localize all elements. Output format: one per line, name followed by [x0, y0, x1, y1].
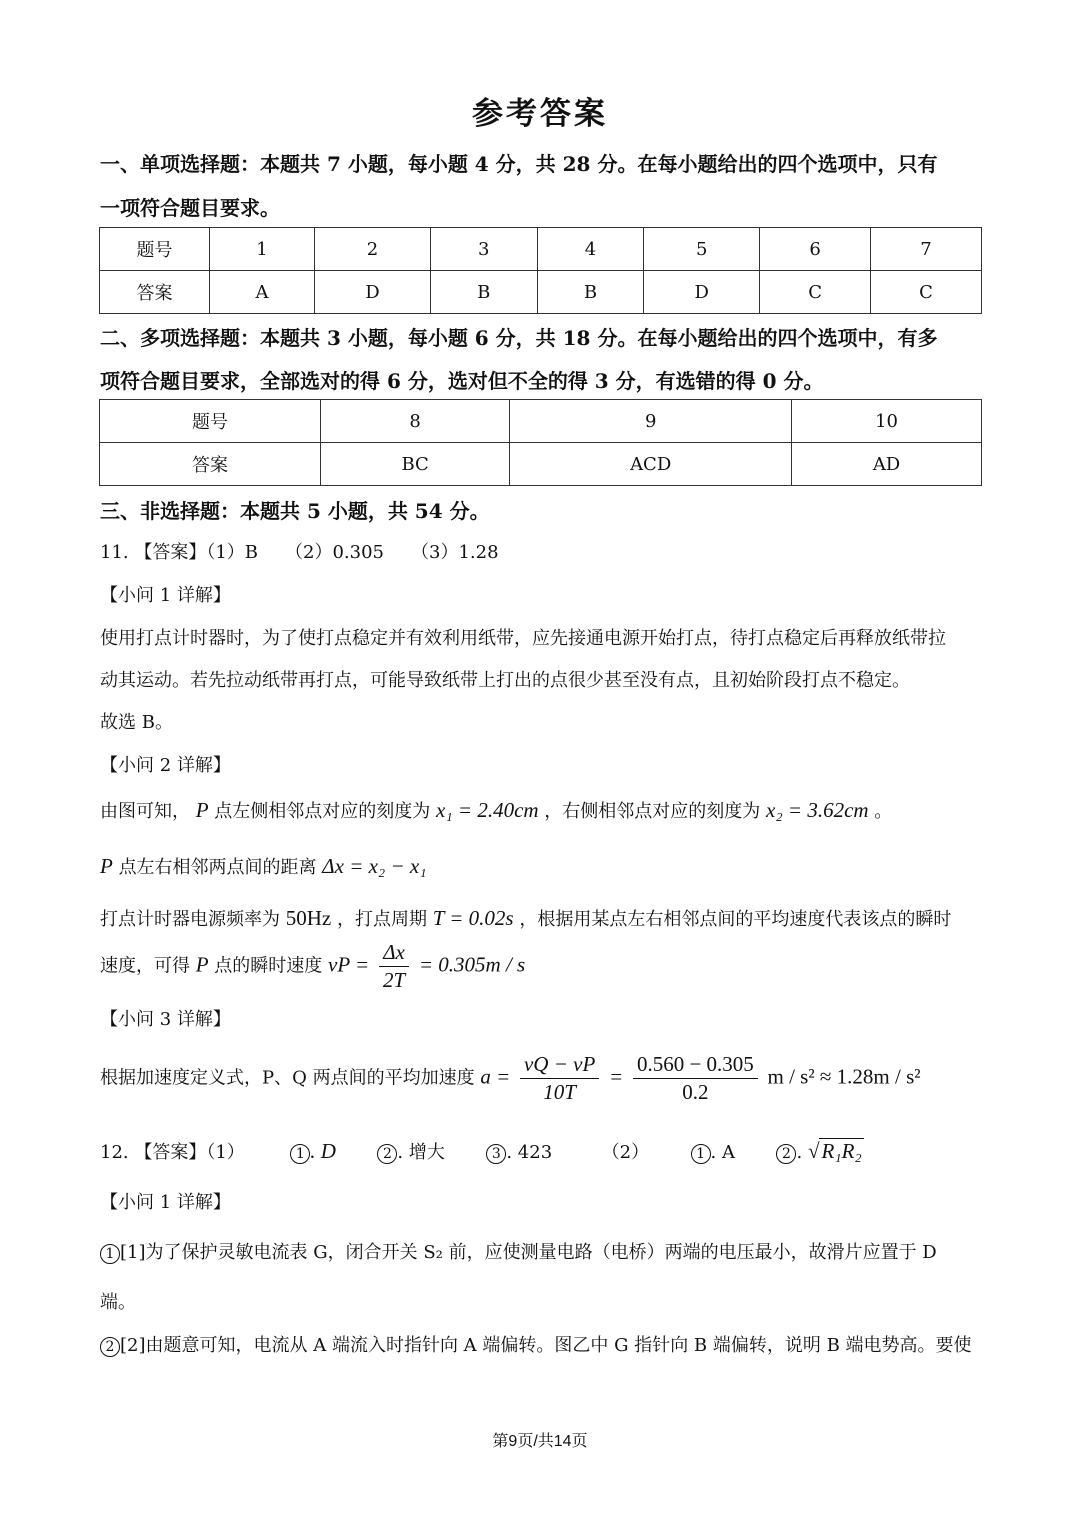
q12-sub1-title: 【小问 1 详解】 — [100, 1192, 231, 1213]
table-cell: C — [760, 271, 871, 314]
fraction — [633, 1052, 758, 1105]
math-expression: a = — [480, 1064, 511, 1089]
answer-value: . — [796, 1142, 803, 1163]
math-var: P — [100, 854, 113, 878]
table-row — [100, 400, 982, 443]
table-row — [100, 271, 982, 314]
math-expression: vP = — [328, 952, 370, 977]
answer-value: . D — [310, 1139, 336, 1163]
fraction — [379, 940, 409, 993]
text: ，根据用某点左右相邻点间的平均速度代表该点的瞬时 — [519, 909, 952, 930]
table-cell: D — [644, 271, 760, 314]
table-cell: 3 — [430, 228, 537, 271]
table-cell: C — [871, 271, 982, 314]
circled-number: 2 — [100, 1337, 120, 1357]
table-cell: D — [315, 271, 431, 314]
table-cell: BC — [321, 443, 510, 486]
table-cell: B — [430, 271, 537, 314]
math-expression: x₁ = 2.40cm — [436, 798, 539, 822]
table-cell: 1 — [210, 228, 315, 271]
q11-sub2-line2 — [100, 853, 427, 879]
table-row — [100, 443, 982, 486]
section1-heading-line2: 一项符合题目要求。 — [100, 196, 280, 220]
circled-number: 1 — [100, 1244, 120, 1264]
math-expression: = 0.305m / s — [418, 952, 526, 977]
q12-paragraph-2 — [100, 1331, 972, 1357]
table-cell: A — [210, 271, 315, 314]
fraction-denominator: 10T — [543, 1080, 576, 1104]
answer-value: . 增大 — [397, 1142, 445, 1163]
text: 点左侧相邻点对应的刻度为 — [214, 801, 431, 822]
page-number-footer: 第9页/共14页 — [492, 1433, 588, 1450]
circled-number: 2 — [776, 1144, 796, 1164]
table-row — [100, 228, 982, 271]
q11-sub1-paragraph-2: 动其运动。若先拉动纸带再打点，可能导致纸带上打出的点很少甚至没有点，且初始阶段打点不稳定。 — [100, 670, 910, 691]
section3-heading: 三、非选择题：本题共 5 小题，共 54 分。 — [100, 499, 490, 523]
page-title: 参考答案 — [472, 96, 608, 132]
q11-sub2-line3 — [100, 905, 951, 931]
table-cell: 6 — [760, 228, 871, 271]
table-cell: ACD — [510, 443, 792, 486]
text: （2） — [601, 1142, 650, 1163]
text: ，打点周期 — [336, 909, 427, 930]
table-cell: AD — [792, 443, 982, 486]
math-var: P — [195, 952, 209, 977]
q11-sub2-line1 — [100, 797, 892, 823]
fraction-numerator: vQ − vP — [520, 1052, 599, 1079]
fraction-numerator: Δx — [379, 940, 409, 967]
q11-sub1-paragraph-3: 故选 B。 — [100, 712, 173, 733]
math-expression: = — [609, 1064, 624, 1089]
q11-sub3-title: 【小问 3 详解】 — [100, 1009, 231, 1030]
q11-sub1-title: 【小问 1 详解】 — [100, 585, 231, 606]
table-cell: 10 — [792, 400, 982, 443]
fraction-denominator: 2T — [382, 968, 406, 992]
table-cell: 5 — [644, 228, 760, 271]
single-choice-answer-table — [99, 227, 982, 314]
text: 12. 【答案】（1） — [100, 1142, 245, 1163]
math-expression: T = 0.02s — [432, 906, 514, 930]
section2-heading-line1: 二、多项选择题：本题共 3 小题，每小题 6 分，共 18 分。在每小题给出的四个选项中，有多 — [100, 326, 938, 350]
section2-heading-line2: 项符合题目要求，全部选对的得 6 分，选对但不全的得 3 分，有选错的得 0 分。 — [100, 369, 824, 393]
fraction-numerator: 0.560 − 0.305 — [633, 1052, 758, 1079]
table-cell: 4 — [537, 228, 644, 271]
q12-paragraph-1-end: 端。 — [100, 1292, 136, 1313]
math-expression: m / s² ≈ 1.28m / s² — [767, 1064, 921, 1089]
table-cell: B — [537, 271, 644, 314]
fraction — [520, 1052, 599, 1105]
text: ，右侧相邻点对应的刻度为 — [544, 801, 761, 822]
text: 。 — [874, 801, 893, 822]
table-answer-label: 答案 — [100, 443, 321, 486]
circled-number: 1 — [290, 1144, 310, 1164]
text: 速度，可得 — [100, 955, 190, 977]
section1-heading-line1: 一、单项选择题：本题共 7 小题，每小题 4 分，共 28 分。在每小题给出的四个选项中，只有 — [100, 152, 938, 176]
text: 根据加速度定义式，P、Q 两点间的平均加速度 — [100, 1067, 475, 1089]
circled-number: 2 — [377, 1144, 397, 1164]
math-var: P — [195, 798, 209, 822]
text: [2]由题意可知，电流从 A 端流入时指针向 A 端偏转。图乙中 G 指针向 B 端偏转，说明 B 端电势高。要使 — [120, 1335, 972, 1356]
q11-sub2-line4 — [100, 940, 525, 993]
text: 打点计时器电源频率为 — [100, 909, 280, 930]
table-header-label: 题号 — [100, 228, 210, 271]
table-cell: 2 — [315, 228, 431, 271]
q11-sub1-paragraph-1: 使用打点计时器时，为了使打点稳定并有效利用纸带，应先接通电源开始打点，待打点稳定后再释放纸带拉 — [100, 628, 946, 649]
text: 由图可知， — [100, 801, 190, 822]
sqrt-expression: R₁R₂ — [821, 1139, 862, 1163]
q12-answer-line — [100, 1138, 864, 1164]
math-expression: x₂ = 3.62cm — [766, 798, 869, 822]
text: 点左右相邻两点间的距离 — [118, 857, 317, 878]
table-cell: 9 — [510, 400, 792, 443]
q11-answer-line: 11. 【答案】（1）B （2）0.305 （3）1.28 — [100, 542, 499, 563]
answer-value: . 423 — [506, 1142, 553, 1163]
q11-sub3-line — [100, 1052, 921, 1105]
table-header-label: 题号 — [100, 400, 321, 443]
fraction-denominator: 0.2 — [682, 1080, 709, 1104]
table-cell: 7 — [871, 228, 982, 271]
answer-value: . A — [710, 1142, 735, 1163]
q12-paragraph-1 — [100, 1238, 937, 1264]
circled-number: 1 — [691, 1144, 711, 1164]
math-expression: Δx = x₂ − x₁ — [322, 854, 427, 878]
text: [1]为了保护灵敏电流表 G，闭合开关 S₂ 前，应使测量电路（电桥）两端的电压最小，故滑片应置于 D — [120, 1242, 937, 1263]
table-cell: 8 — [321, 400, 510, 443]
multi-choice-answer-table — [99, 399, 982, 486]
circled-number: 3 — [486, 1144, 506, 1164]
math-expression: 50Hz — [285, 906, 332, 930]
text: 点的瞬时速度 — [214, 955, 323, 977]
sqrt-symbol: √ — [807, 1139, 820, 1163]
q11-sub2-title: 【小问 2 详解】 — [100, 755, 231, 776]
table-answer-label: 答案 — [100, 271, 210, 314]
